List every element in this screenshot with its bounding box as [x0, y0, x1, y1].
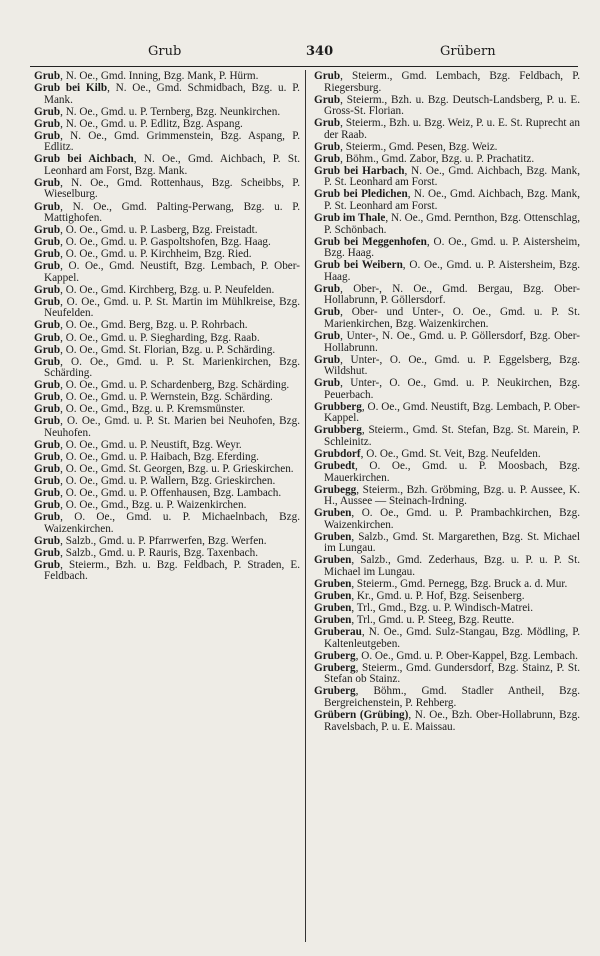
gazetteer-entry: Gruben, Salzb., Gmd. Zederhaus, Bzg. u. P. u. P. St. Michael im Lungau.: [314, 554, 580, 578]
gazetteer-entry: Grub, O. Oe., Gmd. u. P. Lasberg, Bzg. Freistadt.: [34, 224, 258, 237]
gazetteer-entry: Grubegg, Steierm., Bzh. Gröbming, Bzg. u. P. Aussee, K. H., Aussee — Steinach-Irdning.: [314, 483, 580, 508]
gazetteer-entry: Grub, O. Oe., Gmd. u. P. Offenhausen, Bzg. Lambach.: [34, 487, 282, 500]
gazetteer-entry: Grub, O. Oe., Gmd. u. P. St. Marienkirchen, Bzg. Schärding.: [34, 355, 300, 380]
page-number: 340: [306, 44, 334, 59]
gazetteer-entry: Grub, O. Oe., Gmd. u. P. St. Marien bei Neuhofen, Bzg. Neuhofen.: [34, 415, 300, 439]
gazetteer-entry: Grub, Salzb., Gmd. u. P. Pfarrwerfen, Bzg. Werfen.: [34, 534, 267, 547]
gazetteer-entry: Grub, O. Oe., Gmd. u. P. Schardenberg, Bzg. Schärding.: [34, 379, 290, 392]
gazetteer-entry: Grub, O. Oe., Gmd. u. P. Haibach, Bzg. Eferding.: [34, 451, 259, 463]
gazetteer-entry: Grub im Thale, N. Oe., Gmd. Pernthon, Bzg. Ottenschlag, P. Schönbach.: [314, 212, 580, 236]
gazetteer-entry: Grub, Steierm., Bzh. u. Bzg. Deutsch-Landsberg, P. u. E. Gross-St. Florian.: [314, 93, 580, 118]
gazetteer-entry: Gruben, Kr., Gmd. u. P. Hof, Bzg. Seisenberg.: [314, 590, 525, 603]
gazetteer-entry: Grub, Ober-, N. Oe., Gmd. Bergau, Bzg. Ober-Hollabrunn, P. Göllersdorf.: [314, 282, 580, 307]
gazetteer-entry: Grub, O. Oe., Gmd. St. Florian, Bzg. u. P. Schärding.: [34, 343, 276, 356]
header-left-keyword: Grub: [148, 44, 182, 59]
gazetteer-entry: Grub, Böhm., Gmd. Zabor, Bzg. u. P. Prachatitz.: [314, 152, 535, 165]
gazetteer-entry: Gruberg, Böhm., Gmd. Stadler Antheil, Bzg. Bergreichenstein, P. Rehberg.: [314, 685, 580, 709]
gazetteer-entry: Grubedt, O. Oe., Gmd. u. P. Moosbach, Bzg. Mauerkirchen.: [314, 460, 580, 484]
gazetteer-entry: Grubberg, O. Oe., Gmd. Neustift, Bzg. Lembach, P. Ober-Kappel.: [314, 400, 580, 425]
gazetteer-entry: Grub, Steierm., Gmd. Lembach, Bzg. Feldbach, P. Riegersburg.: [314, 70, 580, 94]
gazetteer-entry: Grub, Steierm., Bzh. u. Bzg. Weiz, P. u. E. St. Ruprecht an der Raab.: [314, 117, 580, 141]
gazetteer-entry: Grub, Unter-, N. Oe., Gmd. u. P. Göllersdorf, Bzg. Ober-Hollabrunn.: [314, 330, 580, 354]
gazetteer-entry: Gruben, Trl., Gmd. u. P. Steeg, Bzg. Reutte.: [314, 614, 515, 627]
gazetteer-entry: Grub bei Harbach, N. Oe., Gmd. Aichbach, Bzg. Mank, P. St. Leonhard am Forst.: [314, 164, 581, 189]
gazetteer-entry: Grub, O. Oe., Gmd. u. P. Wallern, Bzg. Grieskirchen.: [34, 475, 276, 488]
gazetteer-entry: Grub, O. Oe., Gmd. u. P. Michaelnbach, Bzg. Waizenkirchen.: [34, 511, 300, 535]
gazetteer-entry: Grub, O. Oe., Gmd. Neustift, Bzg. Lembach, P. Ober-Kappel.: [34, 260, 300, 284]
gazetteer-entry: Grub, Steierm., Bzh. u. Bzg. Feldbach, P. Straden, E. Feldbach.: [34, 558, 300, 583]
gazetteer-entry: Grub, O. Oe., Gmd. St. Georgen, Bzg. u. P. Grieskirchen.: [34, 463, 294, 476]
gazetteer-entry: Grub bei Pledichen, N. Oe., Gmd. Aichbach, Bzg. Mank, P. St. Leonhard am Forst.: [314, 188, 580, 213]
column-divider: [305, 70, 306, 942]
gazetteer-entry: Grub, O. Oe., Gmd., Bzg. u. P. Waizenkirchen.: [34, 499, 247, 512]
gazetteer-entry: Grub, O. Oe., Gmd. Kirchberg, Bzg. u. P. Neufelden.: [34, 283, 275, 296]
gazetteer-entry: Grub, O. Oe., Gmd. u. P. St. Martin im Mühlkreise, Bzg. Neufelden.: [34, 295, 300, 320]
gazetteer-entry: Grub, O. Oe., Gmd. u. P. Wernstein, Bzg. Schärding.: [34, 391, 273, 404]
gazetteer-entry: Grub, Unter-, O. Oe., Gmd. u. P. Eggelsberg, Bzg. Wildshut.: [314, 353, 580, 378]
gazetteer-entry: Grub bei Weibern, O. Oe., Gmd. u. P. Aistersheim, Bzg. Haag.: [314, 259, 580, 283]
header-right-keyword: Grübern: [440, 44, 496, 59]
gazetteer-entry: Gruben, O. Oe., Gmd. u. P. Prambachkirchen, Bzg. Waizenkirchen.: [314, 507, 580, 531]
left-column: [34, 71, 300, 584]
gazetteer-entry: Grub, N. Oe., Gmd. Inning, Bzg. Mank, P. Hürm.: [34, 70, 259, 82]
gazetteer-entry: Grub, O. Oe., Gmd. u. P. Siegharding, Bzg. Raab.: [34, 331, 260, 344]
gazetteer-entry: Grub, N. Oe., Gmd. Rottenhaus, Bzg. Scheibbs, P. Wieselburg.: [34, 176, 300, 201]
gazetteer-entry: Gruben, Salzb., Gmd. St. Margarethen, Bzg. St. Michael im Lungau.: [314, 530, 580, 555]
gazetteer-entry: Grubdorf, O. Oe., Gmd. St. Veit, Bzg. Neufelden.: [314, 448, 541, 460]
gazetteer-entry: Gruberg, O. Oe., Gmd. u. P. Ober-Kappel, Bzg. Lembach.: [314, 649, 578, 662]
gazetteer-entry: Gruben, Steierm., Gmd. Pernegg, Bzg. Bruck a. d. Mur.: [314, 578, 568, 591]
gazetteer-entry: Grub, O. Oe., Gmd. u. P. Neustift, Bzg. Weyr.: [34, 438, 242, 451]
gazetteer-entry: Gruben, Trl., Gmd., Bzg. u. P. Windisch-Matrei.: [314, 602, 534, 615]
gazetteer-entry: Grub, O. Oe., Gmd. u. P. Gaspoltshofen, Bzg. Haag.: [34, 236, 271, 249]
gazetteer-entry: Grub, Ober- und Unter-, O. Oe., Gmd. u. P. St. Marienkirchen, Bzg. Waizenkirchen.: [314, 306, 580, 330]
gazetteer-entry: Gruberau, N. Oe., Gmd. Sulz-Stangau, Bzg. Mödling, P. Kaltenleutgeben.: [314, 626, 580, 650]
gazetteer-entry: Grub, O. Oe., Gmd. u. P. Kirchheim, Bzg. Ried.: [34, 248, 252, 261]
gazetteer-entry: Grub, O. Oe., Gmd., Bzg. u. P. Kremsmünster.: [34, 403, 246, 416]
gazetteer-entry: Grub, Steierm., Gmd. Pesen, Bzg. Weiz.: [314, 140, 498, 153]
header-rule: [30, 66, 578, 67]
gazetteer-entry: Grub bei Kilb, N. Oe., Gmd. Schmidbach, Bzg. u. P. Mank.: [34, 82, 300, 106]
gazetteer-entry: Grub, N. Oe., Gmd. Palting-Perwang, Bzg. u. P. Mattighofen.: [34, 200, 300, 225]
gazetteer-entry: Gruberg, Steierm., Gmd. Gundersdorf, Bzg. Stainz, P. St. Stefan ob Stainz.: [314, 661, 580, 686]
gazetteer-entry: Grub, Salzb., Gmd. u. P. Rauris, Bzg. Taxenbach.: [34, 546, 258, 559]
right-column: [314, 71, 580, 734]
gazetteer-entry: Grub, N. Oe., Gmd. Grimmenstein, Bzg. Aspang, P. Edlitz.: [34, 129, 300, 154]
gazetteer-entry: Grübern (Grübing), N. Oe., Bzh. Ober-Hollabrunn, Bzg. Ravelsbach, P. u. E. Maissau.: [314, 709, 580, 733]
gazetteer-entry: Grubberg, Steierm., Gmd. St. Stefan, Bzg. St. Marein, P. Schleinitz.: [314, 424, 580, 448]
gazetteer-entry: Grub, O. Oe., Gmd. Berg, Bzg. u. P. Rohrbach.: [34, 319, 248, 332]
gazetteer-entry: Grub, N. Oe., Gmd. u. P. Ternberg, Bzg. Neunkirchen.: [34, 105, 281, 118]
gazetteer-entry: Grub, Unter-, O. Oe., Gmd. u. P. Neukirchen, Bzg. Peuerbach.: [314, 377, 580, 401]
gazetteer-entry: Grub bei Aichbach, N. Oe., Gmd. Aichbach, P. St. Leonhard am Forst, Bzg. Mank.: [34, 153, 300, 177]
gazetteer-entry: Grub, N. Oe., Gmd. u. P. Edlitz, Bzg. Aspang.: [34, 117, 243, 130]
page-header: [20, 44, 580, 66]
gazetteer-entry: Grub bei Meggenhofen, O. Oe., Gmd. u. P. Aistersheim, Bzg. Haag.: [314, 235, 580, 260]
